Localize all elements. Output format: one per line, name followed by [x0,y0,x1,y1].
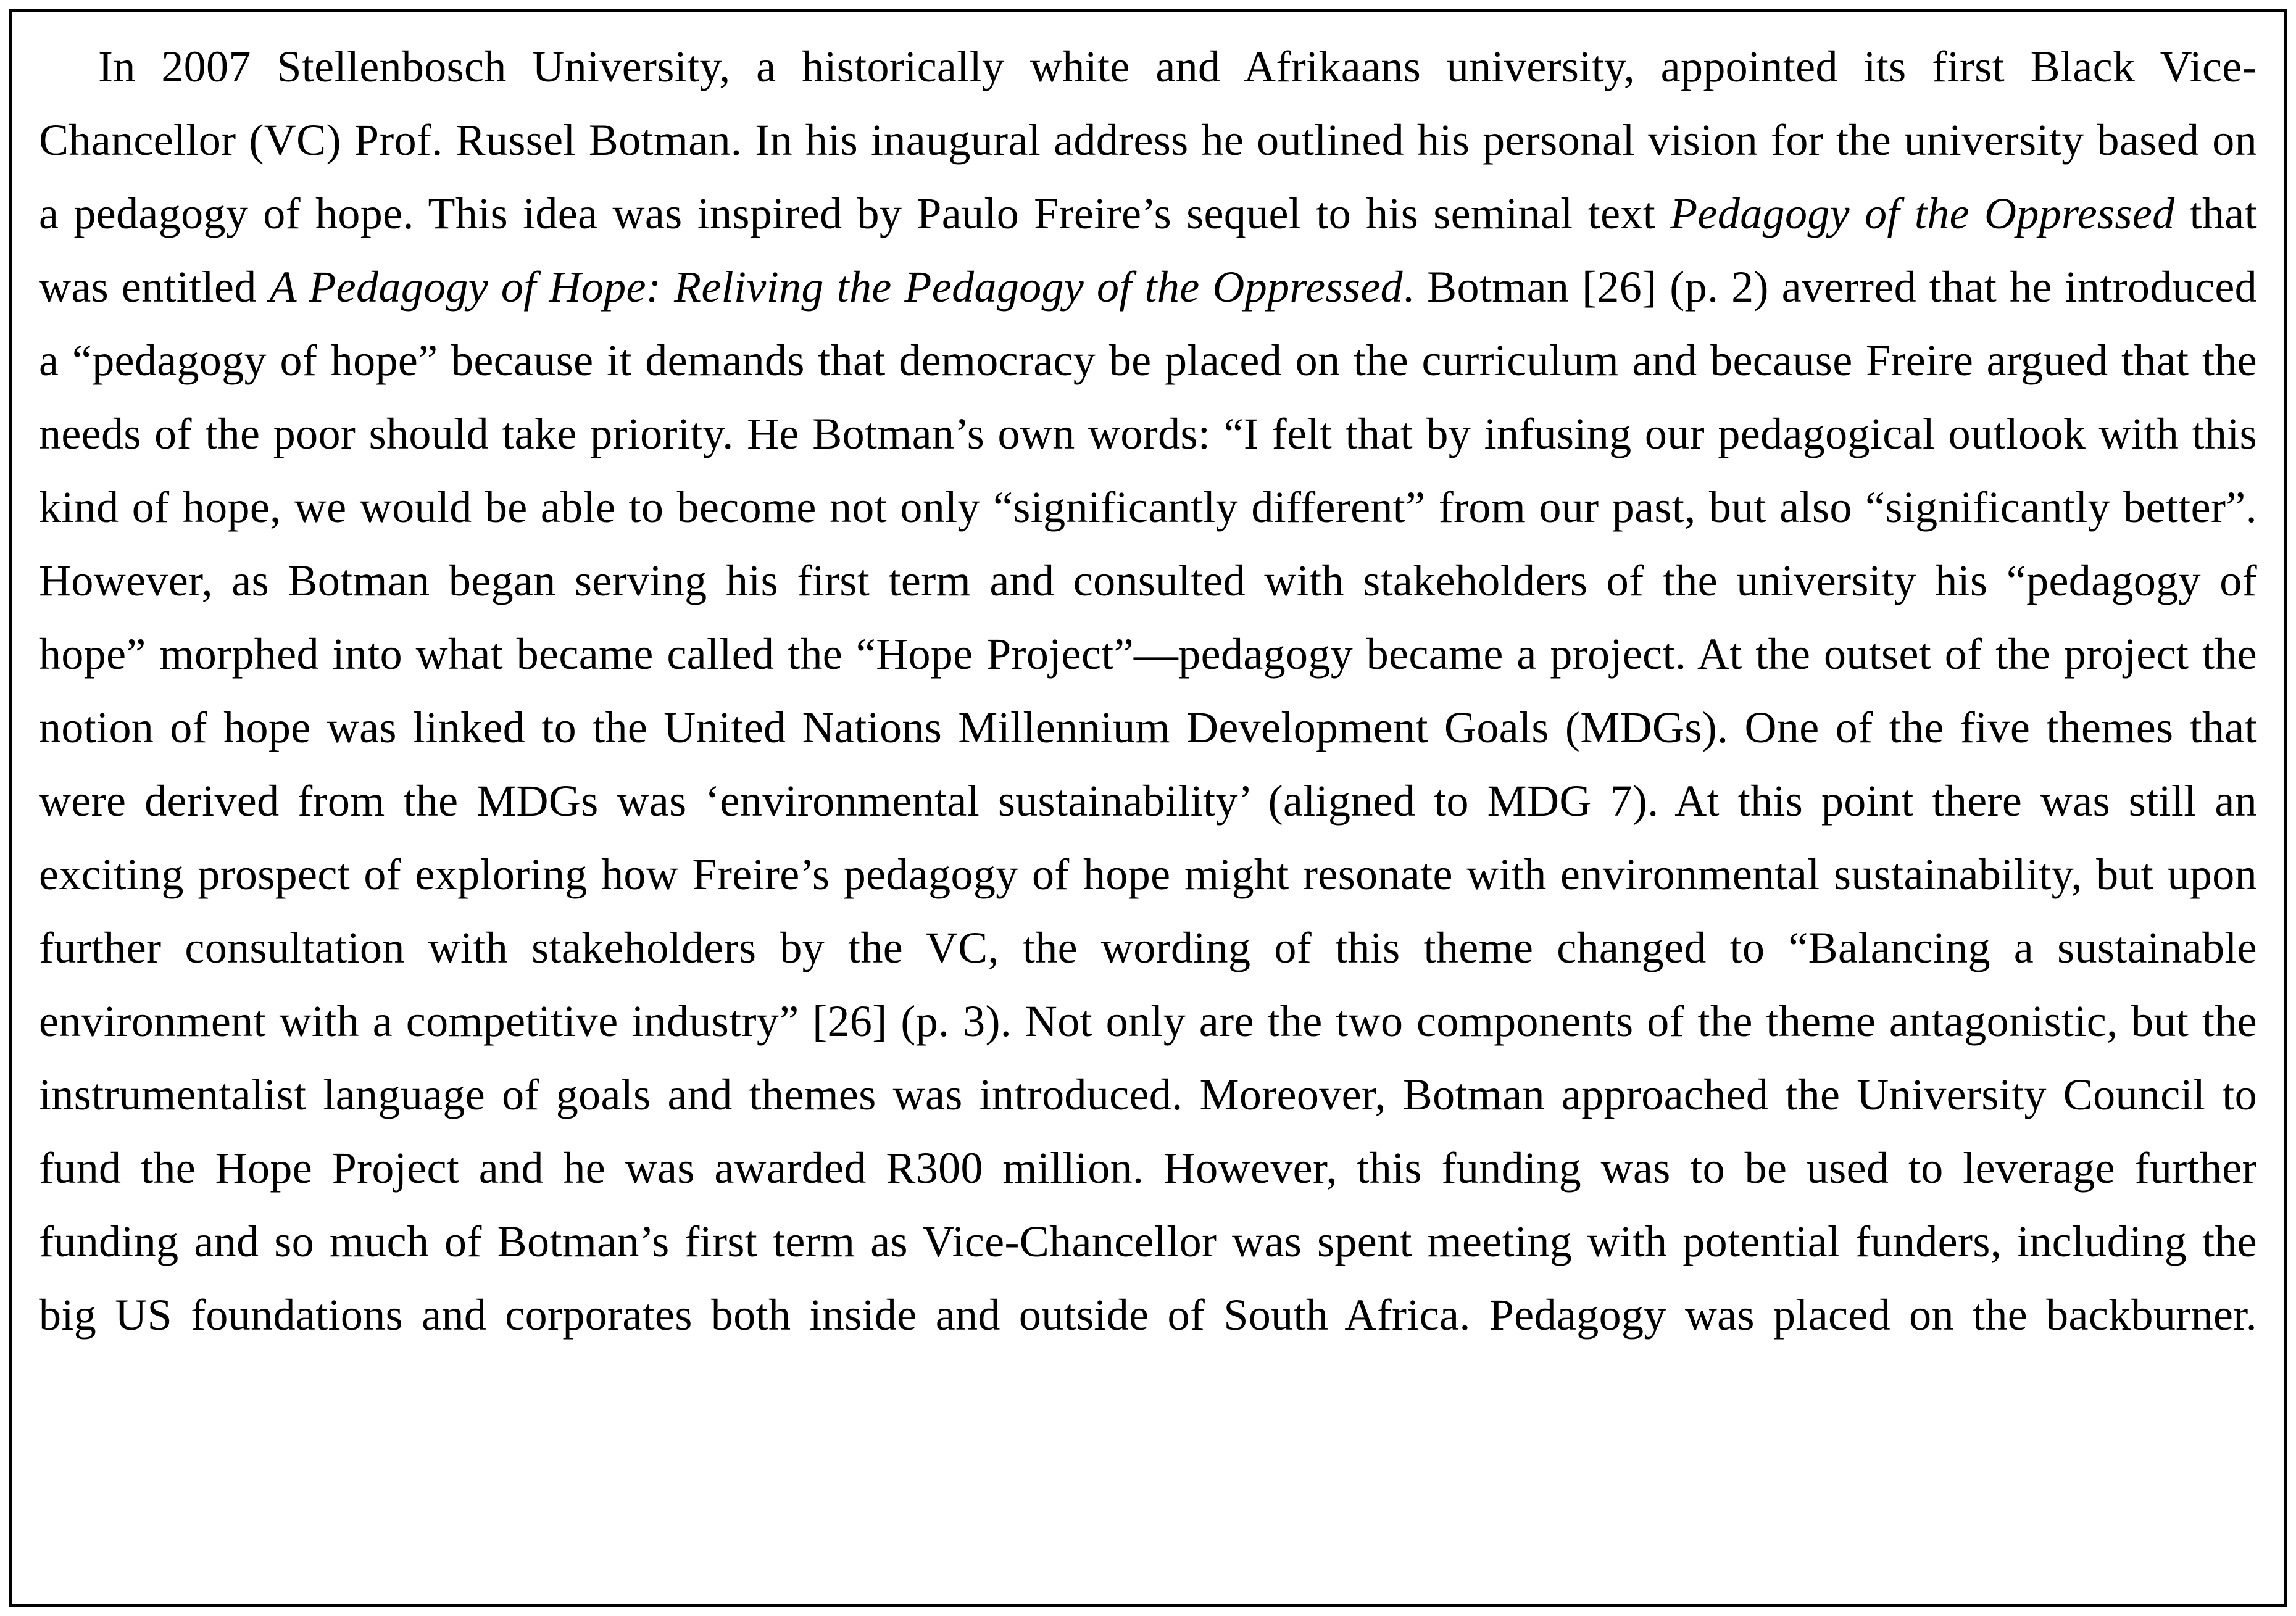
italic-title-run: Pedagogy of the Oppressed [1670,189,2175,238]
italic-title-run: A Pedagogy of Hope: Reliving the Pedagogy of the Oppressed [269,262,1403,312]
text-run: In 2007 Stellenbosch University, a historically white and Afrikaans university, appointed its first Black Vice-Chancellor (VC) Prof. Russel Botman. In his inaugural address he outlined his personal vision for the university based on a pedagogy of hope. This idea was inspired by Paulo Freire’s sequel to his seminal text [39,42,2257,238]
bordered-text-frame [9,9,2287,1607]
body-paragraph [39,30,2257,1425]
text-run: . Botman [26] (p. 2) averred that he introduced a “pedagogy of hope” because it demands that democracy be placed on the curriculum and because Freire argued that the needs of the poor should take priority. He Botman’s own words: “I felt that by infusing our pedagogical outlook with this kind of hope, we would be able to become not only “significantly different” from our past, but also “significantly better”. However, as Botman began serving his first term and consulted with stakeholders of the university his “pedagogy of hope” morphed into what became called the “Hope Project”—pedagogy became a project. At the outset of the project the notion of hope was linked to the United Nations Millennium Development Goals (MDGs). One of the five themes that were derived from the MDGs was ‘environmental sustainability’ (aligned to MDG 7). At this point there was still an exciting prospect of exploring how Freire’s pedagogy of hope might resonate with environmental sustainability, but upon further consultation with stakeholders by the VC, the wording of this theme changed to “Balancing a sustainable environment with a competitive industry” [26] (p. 3). Not only are the two components of the theme antagonistic, but the instrumentalist language of goals and themes was introduced. Moreover, Botman approached the University Council to fund the Hope Project and he was awarded R300 million. However, this funding was to be used to leverage further funding and so much of Botman’s first term as Vice-Chancellor was spent meeting with potential funders, including the big US foundations and corporates both inside and outside of South Africa. Pedagogy was placed on the backburner. [39,262,2258,1340]
text-run: that was entitled [39,189,2257,312]
